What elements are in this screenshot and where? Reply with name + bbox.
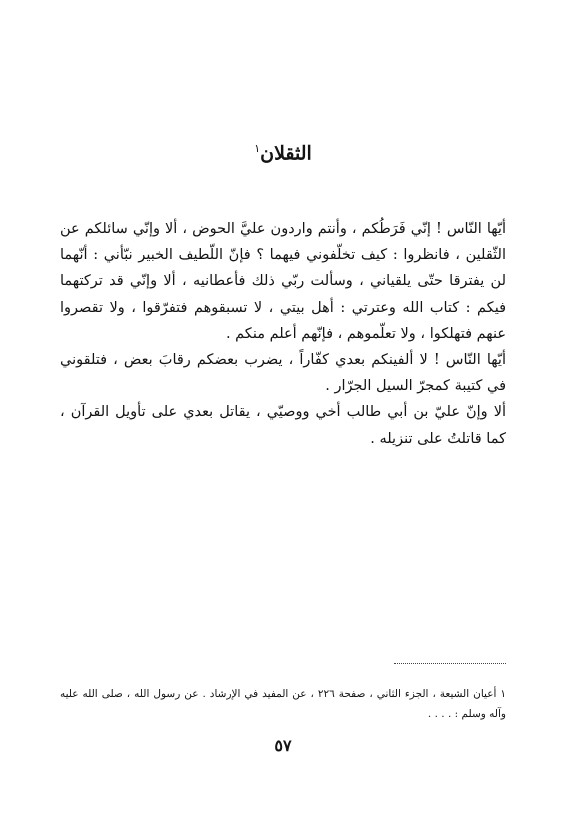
footnote-reference: ١ (254, 142, 261, 155)
page-title (0, 142, 566, 164)
body-text (60, 216, 506, 452)
paragraph-3: ألا وإنّ عليّ بن أبي طالب أخي ووصيّي ، يقاتل بعدي على تأويل القرآن ، كما قاتلتُ على تنزيله . (60, 404, 506, 447)
page-number: ٥٧ (274, 736, 292, 755)
paragraph-2: أيّها النّاس ! لا ألفينكم بعدي كفّاراً ، يضرب بعضكم رقابَ بعض ، فتلقوني في كتيبة كمجرّ السيل الجرّار . (60, 352, 506, 395)
paragraph-1: أيّها النّاس ! إنّي فَرَطُكم ، وأنتم واردون عليَّ الحوض ، ألا وإنّي سائلكم عن الثّقلين ، فانظروا : كيف تخلّفوني فيهما ؟ فإنّ اللّطيف الخبير نبّأني : أنّهما لن يفترقا حتّى يلقياني ، وسألت ربّي ذلك فأعطانيه ، ألا وإنّي قد تركتهما فيكم : كتاب الله وعترتي : أهل بيتي ، لا تسبقوهم فتفرّقوا ، ولا تقصروا عنهم فتهلكوا ، ولا تعلّموهم ، فإنّهم أعلم منكم . (60, 221, 506, 342)
footnote: ١ أعيان الشيعة ، الجزء الثاني ، صفحة ٢٢٦ ، عن المفيد في الإرشاد . عن رسول الله ، صلى الله عليه وآله وسلم : . . . . (60, 688, 506, 720)
title-text: الثقلان (260, 142, 312, 165)
footnote-separator (394, 663, 506, 664)
